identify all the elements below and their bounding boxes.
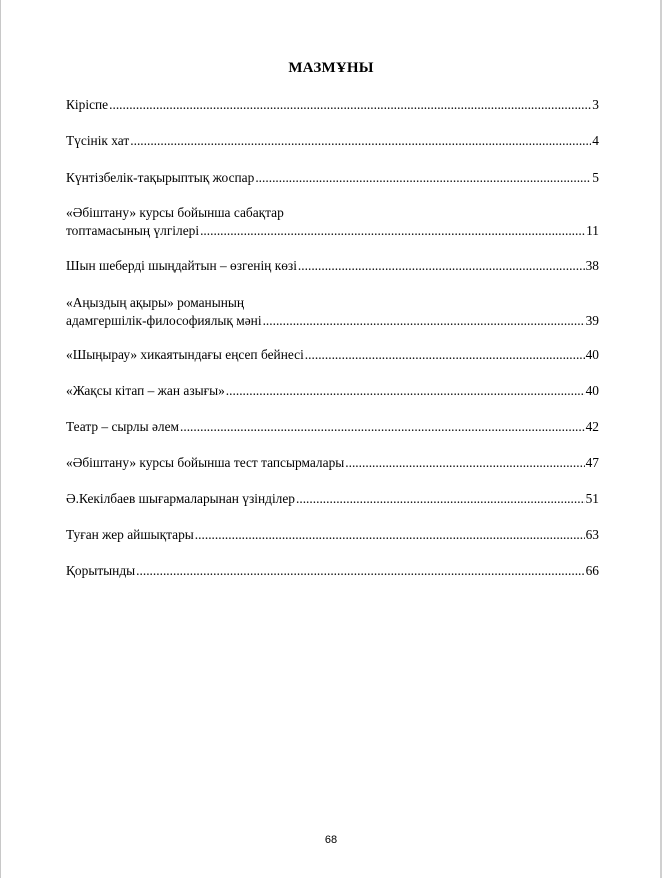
toc-entry-page: 3 — [592, 97, 599, 112]
toc-entry-page: 11 — [586, 223, 599, 238]
toc-entry-label: Шын шеберді шыңдайтын – өзгенің көзі — [66, 258, 297, 273]
dot-leader — [345, 454, 584, 472]
toc-entry[interactable] — [66, 490, 599, 508]
page-edge-left — [0, 0, 1, 878]
dot-leader — [109, 96, 591, 114]
dot-leader — [305, 346, 585, 364]
toc-entry-page: 66 — [585, 563, 599, 578]
page-number: 68 — [324, 834, 338, 846]
toc-entry[interactable] — [66, 204, 599, 240]
toc-entry-page: 63 — [585, 527, 599, 542]
toc-entry[interactable] — [66, 257, 599, 275]
toc-entry-label: Театр – сырлы әлем — [66, 419, 180, 434]
toc-entry[interactable] — [66, 562, 599, 580]
toc-entry[interactable] — [66, 382, 599, 400]
dot-leader — [298, 257, 585, 275]
toc-entry-first-line: «Әбіштану» курсы бойынша сабақтар — [66, 205, 284, 220]
dot-leader — [200, 222, 585, 240]
toc-entry-label: Күнтізбелік-тақырыптық жоспар — [66, 170, 255, 185]
dot-leader — [296, 490, 585, 508]
toc-entry[interactable] — [66, 526, 599, 544]
toc-entry-label: адамгершілік-философиялық мәні — [66, 313, 262, 328]
toc-entry-page: 38 — [585, 258, 599, 273]
toc-entry-label: «Шыңырау» хикаятындағы еңсеп бейнесі — [66, 347, 304, 362]
toc-entry-page: 40 — [585, 347, 599, 362]
dot-leader — [263, 312, 585, 330]
toc-entry-label: Ә.Кекілбаев шығармаларынан үзінділер — [66, 491, 296, 506]
dot-leader — [180, 418, 585, 436]
toc-entry-page: 42 — [585, 419, 599, 434]
toc-entry-label: «Әбіштану» курсы бойынша тест тапсырмалары — [66, 455, 345, 470]
toc-entry-page: 4 — [592, 133, 599, 148]
toc-entry-label: «Жақсы кітап – жан азығы» — [66, 383, 225, 398]
toc-entry-label: Қорытынды — [66, 563, 136, 578]
toc-entry[interactable] — [66, 346, 599, 364]
toc-entry[interactable] — [66, 132, 599, 150]
toc-entry-page: 40 — [585, 383, 599, 398]
dot-leader — [195, 526, 585, 544]
dot-leader — [255, 169, 591, 187]
toc-entry[interactable] — [66, 96, 599, 114]
toc-entry-label: топтамасының үлгілері — [66, 223, 200, 238]
toc-entry-page: 47 — [585, 455, 599, 470]
toc-entry-label: Түсінік хат — [66, 133, 130, 148]
toc-entry-label: Кіріспе — [66, 97, 109, 112]
toc-entry-page: 5 — [592, 170, 599, 185]
dot-leader — [226, 382, 585, 400]
toc-entry[interactable] — [66, 169, 599, 187]
toc-entry[interactable] — [66, 454, 599, 472]
toc-entry-first-line: «Аңыздың ақыры» романының — [66, 295, 245, 310]
toc-entry-label: Туған жер айшықтары — [66, 527, 194, 542]
toc-entry[interactable] — [66, 418, 599, 436]
toc-title: МАЗМҰНЫ — [288, 60, 374, 76]
dot-leader — [130, 132, 591, 150]
toc-entry-page: 39 — [585, 313, 599, 328]
dot-leader — [136, 562, 584, 580]
toc-entry-page: 51 — [585, 491, 599, 506]
toc-entry[interactable] — [66, 294, 599, 330]
